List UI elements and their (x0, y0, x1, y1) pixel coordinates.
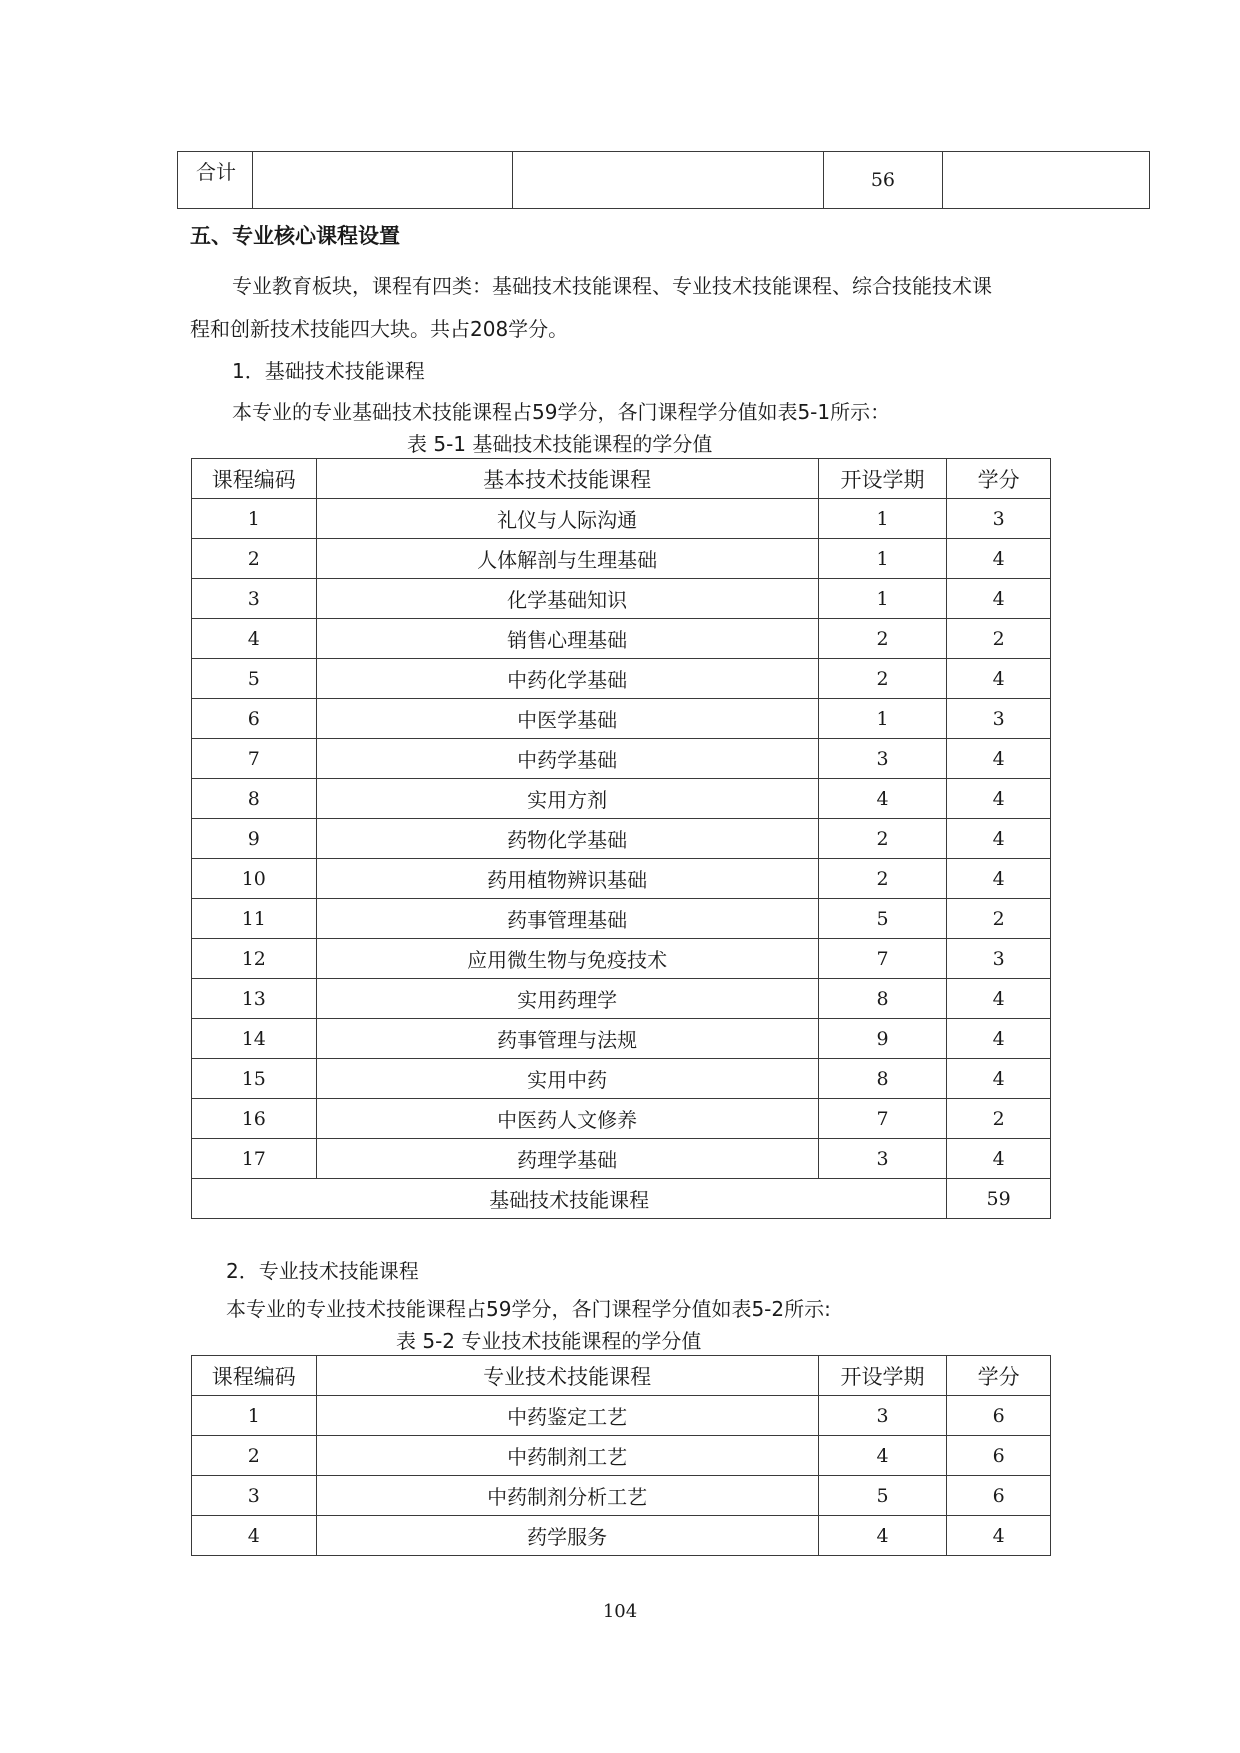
total-label: 基础技术技能课程 (192, 1179, 947, 1219)
semester-cell: 1 (818, 579, 947, 619)
table-row (192, 739, 1051, 779)
table-row (192, 899, 1051, 939)
section-heading: 五、专业核心课程设置 (190, 224, 400, 248)
table-row (192, 1059, 1051, 1099)
header-semester: 开设学期 (818, 459, 947, 499)
course-name-cell: 药事管理基础 (316, 899, 818, 939)
course-code-cell: 4 (192, 619, 317, 659)
table-row (192, 659, 1051, 699)
course-code-cell: 15 (192, 1059, 317, 1099)
table-row (192, 1396, 1051, 1436)
credits-cell: 6 (947, 1476, 1051, 1516)
course-name-cell: 药事管理与法规 (316, 1019, 818, 1059)
table-row (192, 699, 1051, 739)
semester-cell: 7 (818, 939, 947, 979)
table-1-caption: 表 5-1 基础技术技能课程的学分值 (407, 432, 713, 456)
total-label-cell: 合计 (178, 152, 253, 209)
course-code-cell: 3 (192, 1476, 317, 1516)
semester-cell: 4 (818, 779, 947, 819)
table-row (192, 939, 1051, 979)
empty-cell (253, 152, 513, 209)
credits-cell: 2 (947, 1099, 1051, 1139)
course-name-cell: 中药制剂工艺 (316, 1436, 818, 1476)
course-code-cell: 14 (192, 1019, 317, 1059)
course-name-cell: 中医学基础 (316, 699, 818, 739)
header-semester: 开设学期 (818, 1356, 947, 1396)
credits-cell: 3 (947, 699, 1051, 739)
course-name-cell: 药用植物辨识基础 (316, 859, 818, 899)
table-header-row (192, 1356, 1051, 1396)
empty-cell (942, 152, 1149, 209)
table-2-caption: 表 5-2 专业技术技能课程的学分值 (396, 1329, 702, 1353)
header-credits: 学分 (947, 459, 1051, 499)
course-code-cell: 12 (192, 939, 317, 979)
table-row (192, 1436, 1051, 1476)
header-course: 基本技术技能课程 (316, 459, 818, 499)
table-row (192, 499, 1051, 539)
course-code-cell: 1 (192, 1396, 317, 1436)
subsection-2-title: 2．专业技术技能课程 (226, 1259, 419, 1283)
credits-cell: 4 (947, 1139, 1051, 1179)
course-code-cell: 6 (192, 699, 317, 739)
continuation-table (177, 151, 1150, 209)
page-number: 104 (602, 1601, 638, 1622)
semester-cell: 9 (818, 1019, 947, 1059)
credits-cell: 4 (947, 659, 1051, 699)
table-row (192, 1019, 1051, 1059)
course-code-cell: 8 (192, 779, 317, 819)
credits-cell: 2 (947, 619, 1051, 659)
credits-cell: 4 (947, 1516, 1051, 1556)
table-row (192, 1139, 1051, 1179)
semester-cell: 3 (818, 1139, 947, 1179)
credits-cell: 6 (947, 1396, 1051, 1436)
subsection-1-title: 1．基础技术技能课程 (232, 359, 425, 383)
header-code: 课程编码 (192, 459, 317, 499)
table-row (192, 1099, 1051, 1139)
table-header-row (192, 459, 1051, 499)
course-code-cell: 17 (192, 1139, 317, 1179)
credits-cell: 4 (947, 1019, 1051, 1059)
table-row (192, 579, 1051, 619)
course-name-cell: 药物化学基础 (316, 819, 818, 859)
intro-line-1: 专业教育板块，课程有四类：基础技术技能课程、专业技术技能课程、综合技能技术课 (232, 274, 992, 298)
table-row (192, 819, 1051, 859)
course-code-cell: 10 (192, 859, 317, 899)
course-name-cell: 人体解剖与生理基础 (316, 539, 818, 579)
table-total-row (192, 1179, 1051, 1219)
total-credits-cell: 56 (824, 152, 942, 209)
course-name-cell: 销售心理基础 (316, 619, 818, 659)
semester-cell: 3 (818, 739, 947, 779)
course-name-cell: 实用药理学 (316, 979, 818, 1019)
semester-cell: 2 (818, 659, 947, 699)
table-row (192, 1476, 1051, 1516)
semester-cell: 4 (818, 1516, 947, 1556)
semester-cell: 1 (818, 699, 947, 739)
credits-cell: 3 (947, 499, 1051, 539)
header-credits: 学分 (947, 1356, 1051, 1396)
semester-cell: 2 (818, 859, 947, 899)
course-name-cell: 礼仪与人际沟通 (316, 499, 818, 539)
subsection-1-desc: 本专业的专业基础技术技能课程占59学分，各门课程学分值如表5-1所示： (232, 400, 891, 424)
course-name-cell: 中医药人文修养 (316, 1099, 818, 1139)
semester-cell: 2 (818, 619, 947, 659)
course-name-cell: 应用微生物与免疫技术 (316, 939, 818, 979)
course-code-cell: 2 (192, 1436, 317, 1476)
table-row (192, 979, 1051, 1019)
semester-cell: 5 (818, 899, 947, 939)
semester-cell: 4 (818, 1436, 947, 1476)
table-row (192, 1516, 1051, 1556)
semester-cell: 8 (818, 1059, 947, 1099)
intro-line-2: 程和创新技术技能四大块。共占208学分。 (190, 317, 569, 341)
total-credits: 59 (947, 1179, 1051, 1219)
credits-cell: 4 (947, 579, 1051, 619)
course-name-cell: 实用中药 (316, 1059, 818, 1099)
table-5-2 (191, 1355, 1051, 1556)
credits-cell: 4 (947, 1059, 1051, 1099)
course-code-cell: 13 (192, 979, 317, 1019)
semester-cell: 8 (818, 979, 947, 1019)
semester-cell: 1 (818, 499, 947, 539)
course-code-cell: 11 (192, 899, 317, 939)
header-course: 专业技术技能课程 (316, 1356, 818, 1396)
empty-cell (512, 152, 824, 209)
course-name-cell: 中药鉴定工艺 (316, 1396, 818, 1436)
credits-cell: 4 (947, 779, 1051, 819)
credits-cell: 6 (947, 1436, 1051, 1476)
subsection-2-desc: 本专业的专业技术技能课程占59学分，各门课程学分值如表5-2所示: (226, 1297, 831, 1321)
course-code-cell: 5 (192, 659, 317, 699)
table-row (178, 152, 1150, 209)
credits-cell: 4 (947, 739, 1051, 779)
table-row (192, 779, 1051, 819)
credits-cell: 4 (947, 819, 1051, 859)
course-code-cell: 16 (192, 1099, 317, 1139)
credits-cell: 4 (947, 979, 1051, 1019)
semester-cell: 2 (818, 819, 947, 859)
table-row (192, 859, 1051, 899)
table-row (192, 619, 1051, 659)
semester-cell: 3 (818, 1396, 947, 1436)
semester-cell: 7 (818, 1099, 947, 1139)
course-name-cell: 实用方剂 (316, 779, 818, 819)
credits-cell: 3 (947, 939, 1051, 979)
header-code: 课程编码 (192, 1356, 317, 1396)
course-name-cell: 中药化学基础 (316, 659, 818, 699)
course-code-cell: 2 (192, 539, 317, 579)
table-5-1 (191, 458, 1051, 1219)
credits-cell: 2 (947, 899, 1051, 939)
table-row (192, 539, 1051, 579)
course-code-cell: 3 (192, 579, 317, 619)
course-name-cell: 药理学基础 (316, 1139, 818, 1179)
course-code-cell: 1 (192, 499, 317, 539)
course-code-cell: 7 (192, 739, 317, 779)
credits-cell: 4 (947, 539, 1051, 579)
semester-cell: 5 (818, 1476, 947, 1516)
course-name-cell: 药学服务 (316, 1516, 818, 1556)
course-name-cell: 中药制剂分析工艺 (316, 1476, 818, 1516)
course-name-cell: 化学基础知识 (316, 579, 818, 619)
semester-cell: 1 (818, 539, 947, 579)
credits-cell: 4 (947, 859, 1051, 899)
course-name-cell: 中药学基础 (316, 739, 818, 779)
course-code-cell: 4 (192, 1516, 317, 1556)
course-code-cell: 9 (192, 819, 317, 859)
